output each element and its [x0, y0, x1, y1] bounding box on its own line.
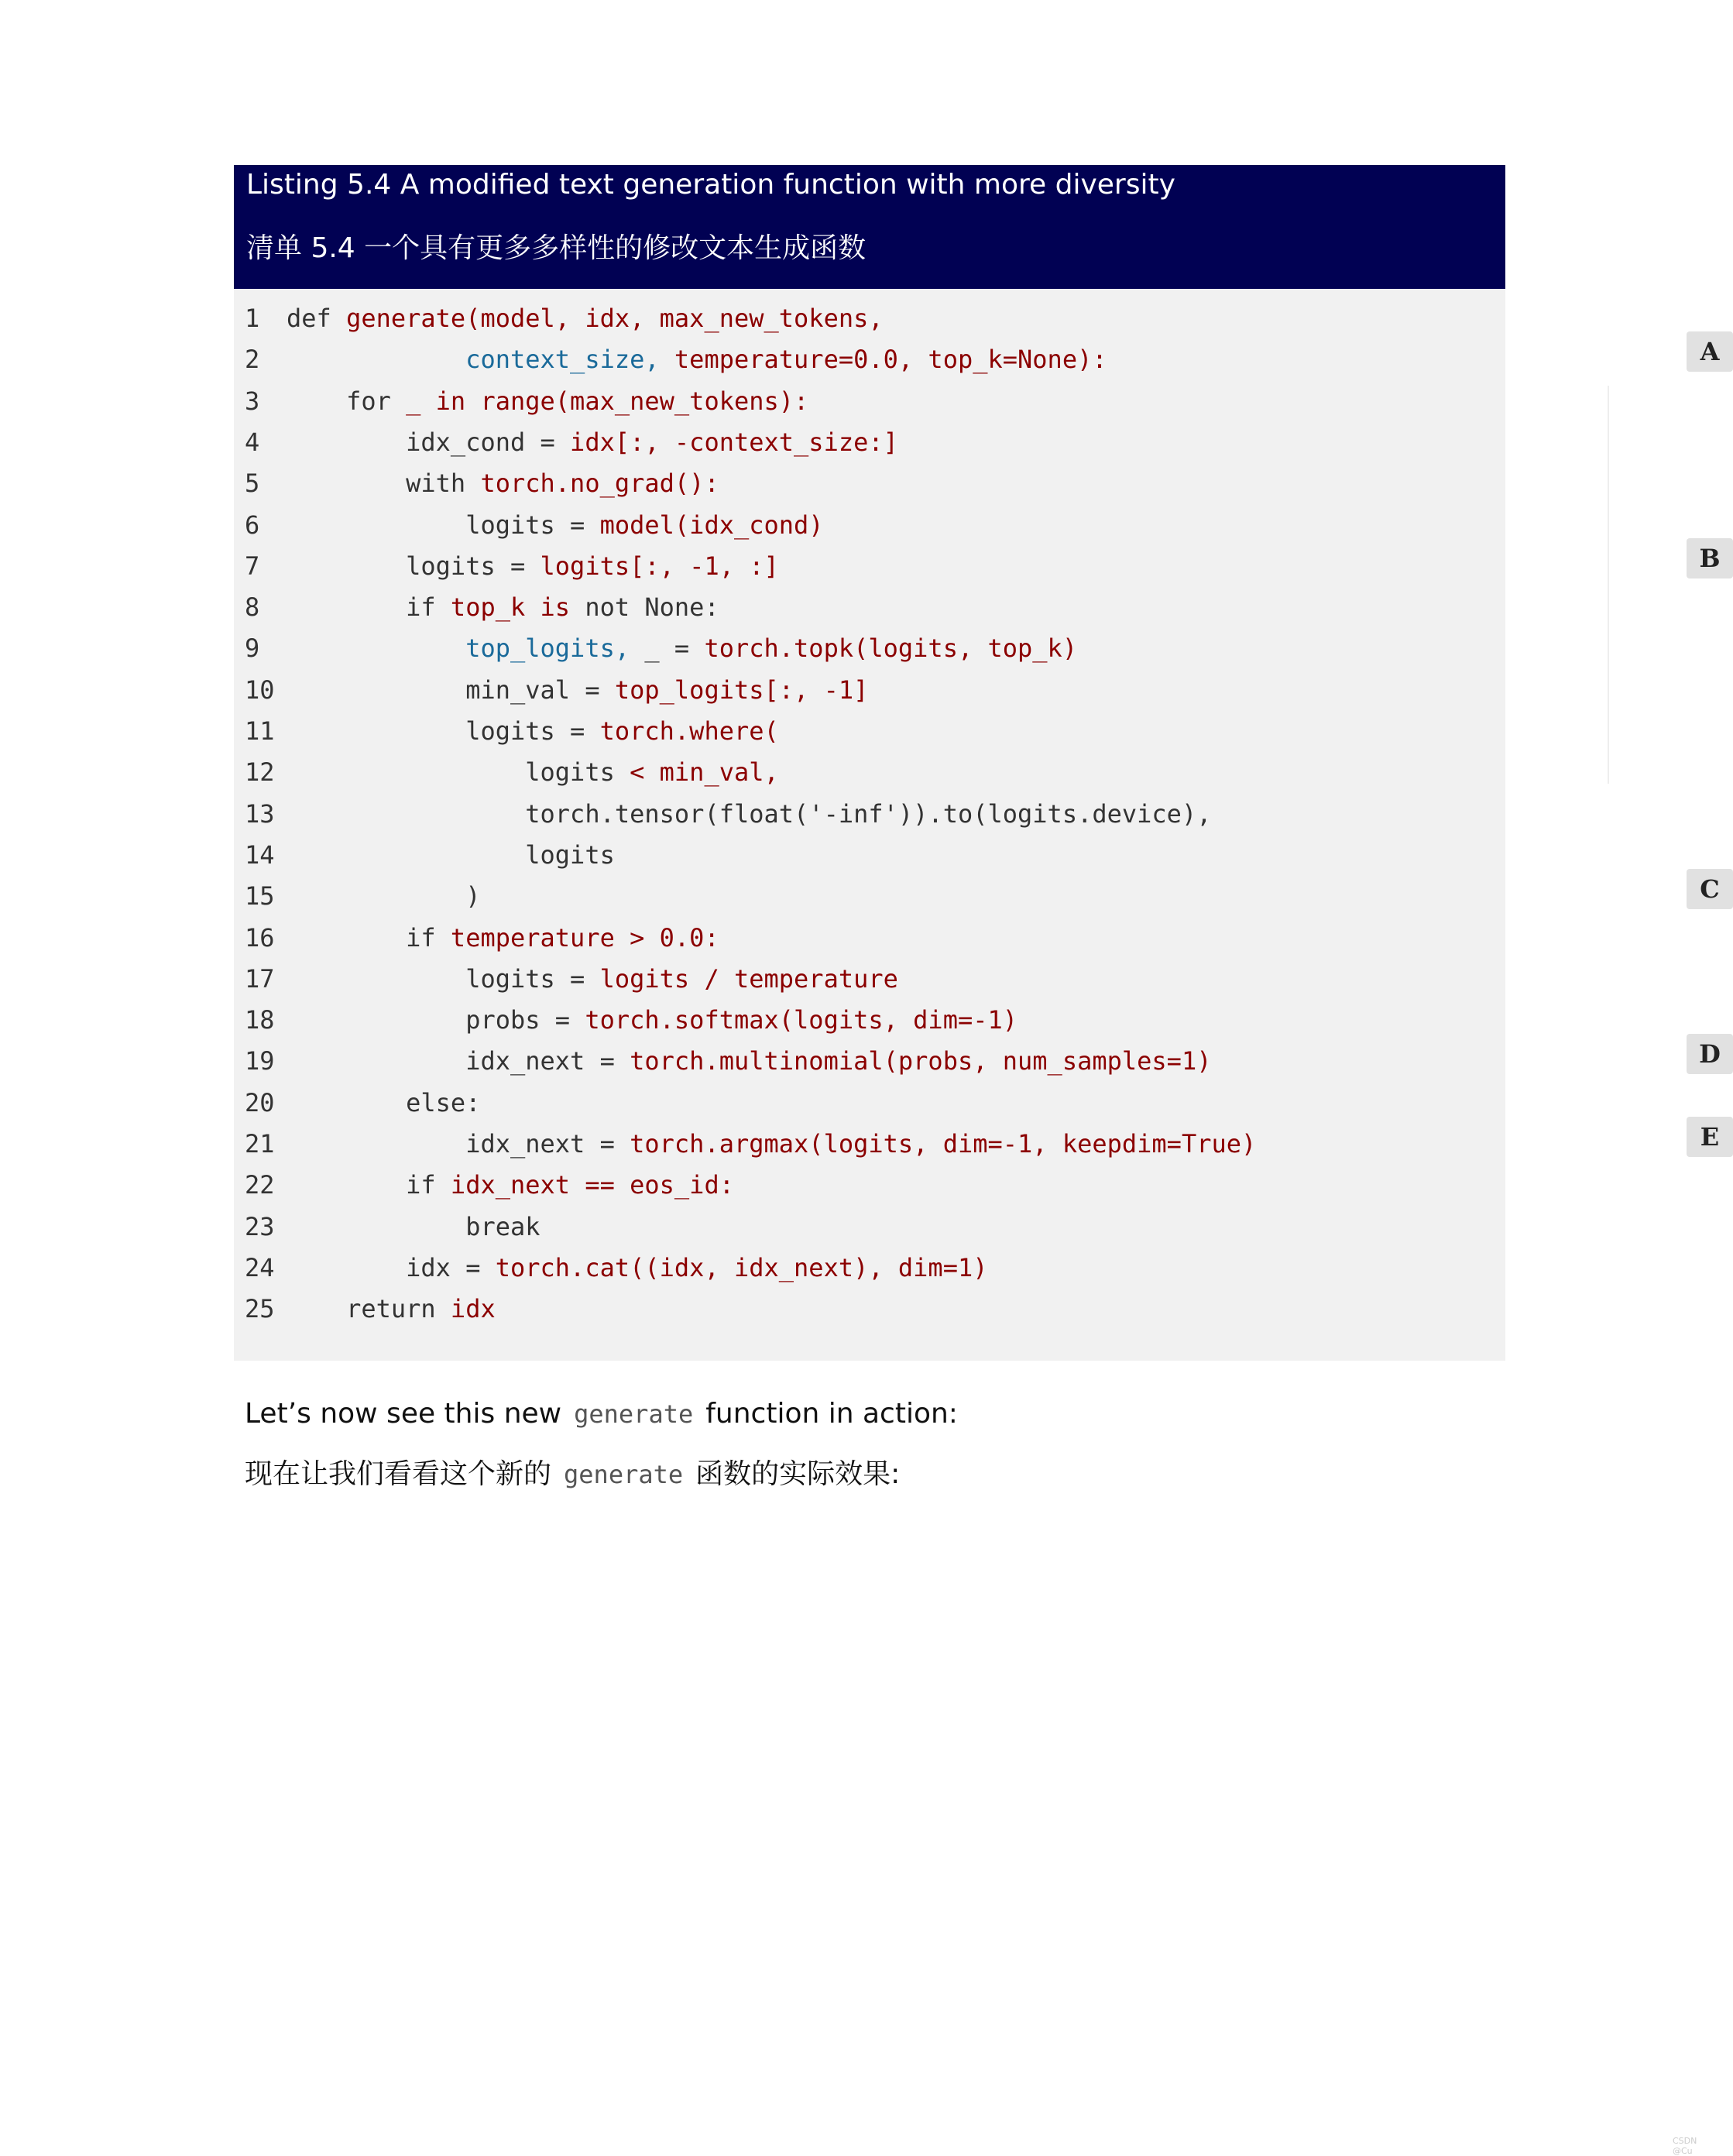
- code-token: torch.argmax(logits, dim=-1, keepdim=True): [630, 1129, 1257, 1159]
- line-indent: [287, 551, 406, 581]
- line-number: 10: [245, 675, 275, 705]
- code-token: top_logits,: [465, 633, 645, 664]
- line-indent: [287, 1170, 406, 1200]
- line-code: [287, 670, 868, 711]
- body-text-zh-after: 函数的实际效果:: [695, 1458, 901, 1490]
- line-code: [287, 752, 779, 793]
- line-code: [287, 876, 480, 917]
- code-token: with: [406, 469, 481, 499]
- line-number: 24: [245, 1252, 275, 1282]
- line-indent: [287, 633, 465, 663]
- code-token: logits =: [465, 510, 600, 540]
- line-indent: [287, 1212, 465, 1241]
- code-token: if: [406, 592, 451, 623]
- code-token: logits =: [465, 716, 600, 746]
- line-number: 1: [245, 304, 260, 333]
- line-indent: [287, 510, 465, 540]
- side-divider: [1608, 386, 1609, 784]
- code-token: torch.tensor(float('-inf')).to(logits.device),: [525, 798, 1212, 829]
- code-block: [234, 289, 1721, 1361]
- line-indent: [287, 964, 465, 994]
- code-token: torch.no_grad():: [480, 469, 719, 499]
- line-code: [287, 546, 779, 587]
- line-indent: [287, 675, 465, 705]
- body-paragraph-en: [245, 1391, 958, 1437]
- line-code: [287, 918, 719, 959]
- annotation-b: B: [1687, 538, 1733, 578]
- code-token: _ =: [644, 633, 705, 664]
- line-number: 14: [245, 839, 275, 870]
- body-paragraph-zh: [245, 1451, 900, 1498]
- line-code: [287, 505, 824, 546]
- line-number: 6: [245, 510, 260, 540]
- line-indent: [287, 427, 406, 457]
- line-indent: [287, 1046, 465, 1076]
- line-indent: [287, 386, 346, 416]
- line-number: 9: [245, 633, 260, 664]
- line-indent: [287, 1088, 406, 1117]
- body-text-zh-before: 现在让我们看看这个新的: [245, 1458, 552, 1490]
- line-indent: [287, 469, 406, 498]
- line-number: 4: [245, 427, 260, 457]
- line-indent: [287, 592, 406, 622]
- code-token: top_logits[:, -1]: [614, 675, 869, 705]
- code-token: idx: [450, 1294, 496, 1324]
- code-token: probs =: [465, 1005, 585, 1035]
- line-number: 20: [245, 1087, 275, 1117]
- line-code: [287, 711, 779, 752]
- line-code: [287, 1248, 987, 1289]
- code-token: else:: [406, 1087, 481, 1117]
- code-token: if: [406, 1170, 451, 1200]
- line-number: 11: [245, 716, 275, 746]
- line-number: 22: [245, 1170, 275, 1200]
- line-number: 21: [245, 1129, 275, 1159]
- code-token: idx =: [406, 1252, 496, 1282]
- line-indent: [287, 757, 525, 787]
- listing-title-en: Listing 5.4 A modified text generation function with more diversity: [246, 169, 1175, 201]
- line-number: 19: [245, 1046, 275, 1076]
- code-token: model(idx_cond): [599, 510, 824, 540]
- line-code: [287, 628, 1077, 669]
- line-indent: [287, 799, 525, 829]
- code-token: ): [465, 881, 481, 911]
- line-number: 15: [245, 881, 275, 911]
- line-code: [287, 381, 808, 422]
- annotation-a: A: [1687, 331, 1733, 372]
- line-indent: [287, 1129, 465, 1159]
- line-number: 12: [245, 757, 275, 788]
- line-code: [287, 1165, 734, 1206]
- body-text-en-before: Let’s now see this new: [245, 1398, 562, 1430]
- inline-code-generate-zh: generate: [564, 1460, 684, 1489]
- line-number: 18: [245, 1005, 275, 1035]
- annotation-d: D: [1687, 1034, 1733, 1074]
- line-indent: [287, 1294, 346, 1323]
- code-token: torch.topk(logits, top_k): [704, 633, 1078, 664]
- line-number: 17: [245, 963, 275, 994]
- line-indent: [287, 923, 406, 953]
- line-number: 5: [245, 469, 260, 499]
- line-number: 23: [245, 1211, 275, 1241]
- code-token: if: [406, 922, 451, 953]
- line-code: [287, 1083, 480, 1124]
- code-token: torch.softmax(logits, dim=-1): [585, 1005, 1018, 1035]
- line-indent: [287, 1253, 406, 1282]
- line-indent: [287, 840, 525, 870]
- listing-header: [234, 165, 1505, 289]
- line-number: 13: [245, 798, 275, 829]
- line-code: [287, 835, 615, 876]
- code-token: logits: [525, 839, 615, 870]
- code-token: torch.where(: [599, 716, 779, 746]
- code-token: idx_next =: [465, 1129, 630, 1159]
- line-code: [287, 1289, 496, 1330]
- line-code: [287, 1207, 540, 1248]
- line-code: [287, 463, 719, 504]
- line-number: 16: [245, 922, 275, 953]
- line-number: 7: [245, 551, 260, 581]
- code-token: for: [346, 386, 407, 416]
- code-token: logits: [525, 757, 630, 788]
- code-token: idx_next == eos_id:: [450, 1170, 734, 1200]
- line-number: 25: [245, 1294, 275, 1324]
- watermark: CSDN @Cu: [1673, 2136, 1697, 2156]
- body-text-en-after: function in action:: [705, 1398, 958, 1430]
- code-token: def: [287, 304, 347, 333]
- listing-title-zh: 清单 5.4 一个具有更多多样性的修改文本生成函数: [246, 232, 866, 264]
- line-number: 2: [245, 345, 260, 375]
- code-token: idx_next =: [465, 1046, 630, 1076]
- line-code: [287, 339, 1107, 380]
- inline-code-generate-en: generate: [574, 1399, 694, 1429]
- code-token: logits =: [465, 963, 600, 994]
- code-token: not None:: [585, 592, 719, 623]
- line-code: [287, 1041, 1211, 1082]
- code-token: _ in range(max_new_tokens):: [406, 386, 809, 416]
- line-code: [287, 794, 1211, 835]
- code-token: torch.cat((idx, idx_next), dim=1): [495, 1252, 988, 1282]
- code-token: idx_cond =: [406, 427, 571, 457]
- code-token: context_size,: [465, 345, 674, 375]
- code-token: temperature > 0.0:: [450, 922, 719, 953]
- code-token: < min_val,: [630, 757, 779, 788]
- code-token: min_val =: [465, 675, 615, 705]
- line-code: [287, 1000, 1017, 1041]
- code-token: torch.multinomial(probs, num_samples=1): [630, 1046, 1212, 1076]
- line-number: 3: [245, 386, 260, 416]
- line-code: [287, 298, 884, 339]
- annotation-e: E: [1687, 1117, 1733, 1157]
- code-token: return: [346, 1294, 451, 1324]
- line-code: [287, 587, 719, 628]
- code-token: top_k is: [450, 592, 585, 623]
- line-code: [287, 1124, 1256, 1165]
- line-code: [287, 959, 898, 1000]
- line-indent: [287, 345, 465, 374]
- line-indent: [287, 1005, 465, 1035]
- line-code: [287, 422, 898, 463]
- line-indent: [287, 881, 465, 911]
- line-number: 8: [245, 592, 260, 623]
- code-token: logits / temperature: [599, 963, 898, 994]
- annotation-c: C: [1687, 869, 1733, 909]
- code-token: break: [465, 1211, 540, 1241]
- code-token: idx[:, -context_size:]: [570, 427, 898, 457]
- line-indent: [287, 716, 465, 746]
- code-token: logits[:, -1, :]: [540, 551, 779, 581]
- code-token: temperature=0.0, top_k=None):: [674, 345, 1107, 375]
- code-token: generate(model, idx, max_new_tokens,: [346, 304, 884, 333]
- code-token: logits =: [406, 551, 540, 581]
